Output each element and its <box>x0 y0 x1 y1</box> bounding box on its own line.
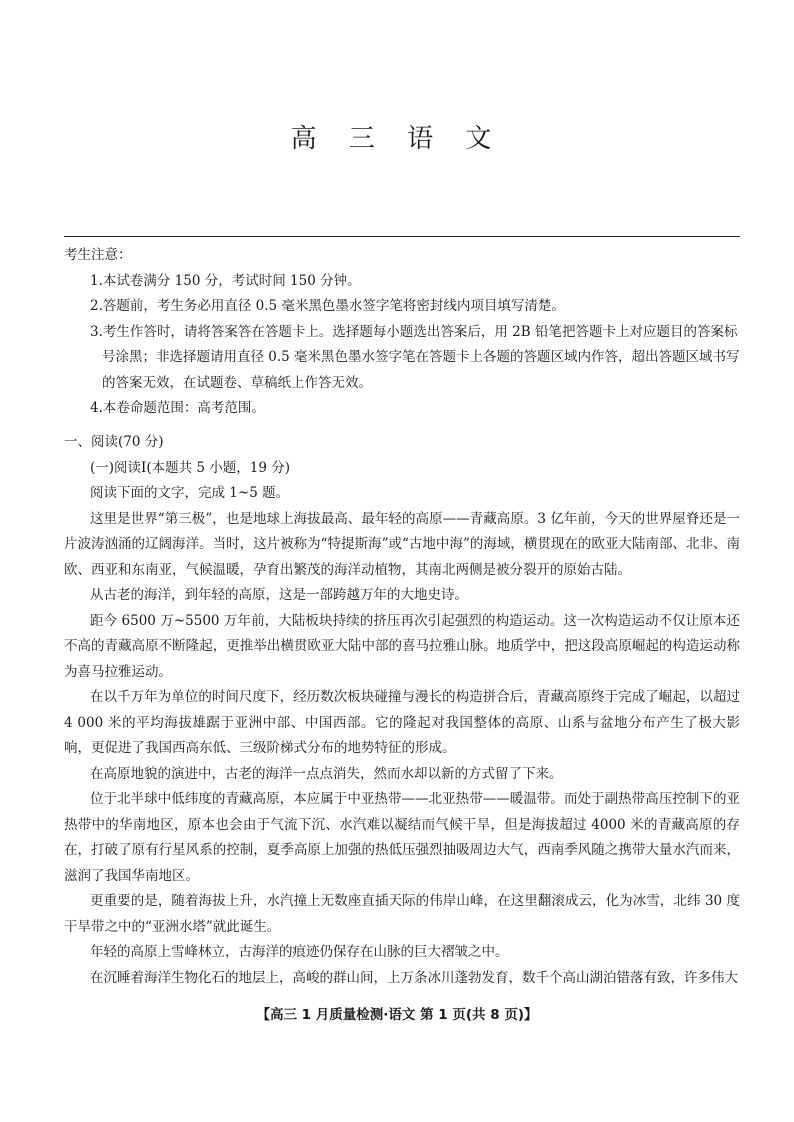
passage-paragraph: 在高原地貌的演进中，古老的海洋一点点消失，然而水却以新的方式留了下来。 <box>90 765 563 782</box>
page-title: 高 三 语 文 <box>290 124 504 154</box>
passage-paragraph: 在以千万年为单位的时间尺度下，经历数次板块碰撞与漫长的构造拼合后，青藏高原终于完成了崛起，以超过 4 000 米的平均海拔雄踞于亚洲中部、中国西部。它的隆起对我国整体的高原、山系与盆地分布产生了极大影响，更促进了我国西高东低、三级阶梯式分布的地势特征的形成。 <box>64 689 740 756</box>
notice-item-2: 2.答题前，考生务必用直径 0.5 毫米黑色墨水签字笔将密封线内项目填写清楚。 <box>90 298 565 314</box>
passage-paragraph: 在沉睡着海洋生物化石的地层上，高峻的群山间，上万条冰川蓬勃发育，数千个高山湖泊错落有致，许多伟大 <box>90 969 738 986</box>
passage-paragraph: 位于北半球中低纬度的青藏高原，本应属于中亚热带——北亚热带——暖温带。而处于副热带高压控制下的亚热带中的华南地区，原本也会由于气流下沉、水汽难以凝结而气候干旱，但是海拔超过 4000 米的青藏高原的存在，打破了原有行星风系的控制，夏季高原上加强的热低压强烈抽吸周边大气，西南季风随之携带大量水汽而来，滋润了我国华南地区。 <box>64 791 740 884</box>
passage-paragraph: 这里是世界“第三极”，也是地球上海拔最高、最年轻的高原——青藏高原。3 亿年前，今天的世界屋脊还是一片波涛汹涌的辽阔海洋。当时，这片被称为“特提斯海”或“古地中海”的海域，横贯现在的欧亚大陆南部、北非、南欧、西亚和东南亚，气候温暖，孕育出繁茂的海洋动植物，其南北两侧是被分裂开的原始古陆。 <box>64 510 740 578</box>
passage-paragraph: 更重要的是，随着海拔上升，水汽撞上无数座直插天际的伟岸山峰，在这里翻滚成云，化为冰雪，北纬 30 度干旱带之中的“亚洲水塔”就此诞生。 <box>64 893 740 935</box>
notice-item-1: 1.本试卷满分 150 分，考试时间 150 分钟。 <box>90 272 361 289</box>
notice-heading: 考生注意： <box>64 247 132 263</box>
notice-item-3: 3.考生作答时，请将答案答在答题卡上。选择题每小题选出答案后，用 2B 铅笔把答题卡上对应题目的答案标号涂黑；非选择题请用直径 0.5 毫米黑色墨水签字笔在答题卡上各题的答题区域内作答，超出答题区域书写的答案无效，在试题卷、草稿纸上作答无效。 <box>90 323 740 391</box>
section-heading: 一、阅读(70 分) <box>64 434 164 450</box>
notice-item-4: 4.本卷命题范围：高考范围。 <box>90 400 265 416</box>
passage-paragraph: 距今 6500 万~5500 万年前，大陆板块持续的挤压再次引起强烈的构造运动。这一次构造运动不仅让原本还不高的青藏高原不断隆起，更推举出横贯欧亚大陆中部的喜马拉雅山脉。地质学中，把这段高原崛起的构造运动称为喜马拉雅运动。 <box>64 612 740 680</box>
section-instruction: 阅读下面的文字，完成 1~5 题。 <box>90 485 290 501</box>
exam-notice <box>64 243 740 422</box>
passage-paragraph: 年轻的高原上雪峰林立，古海洋的痕迹仍保存在山脉的巨大褶皱之中。 <box>90 944 509 960</box>
reading-section <box>64 430 740 991</box>
page-footer: 【高三 1 月质量检测·语文 第 1 页(共 8 页)】 <box>256 1007 538 1023</box>
section-subheading: (一)阅读Ⅰ(本题共 5 小题，19 分) <box>90 459 291 476</box>
passage-paragraph: 从古老的海洋，到年轻的高原，这是一部跨越万年的大地史诗。 <box>90 587 468 603</box>
header-divider <box>64 236 740 237</box>
